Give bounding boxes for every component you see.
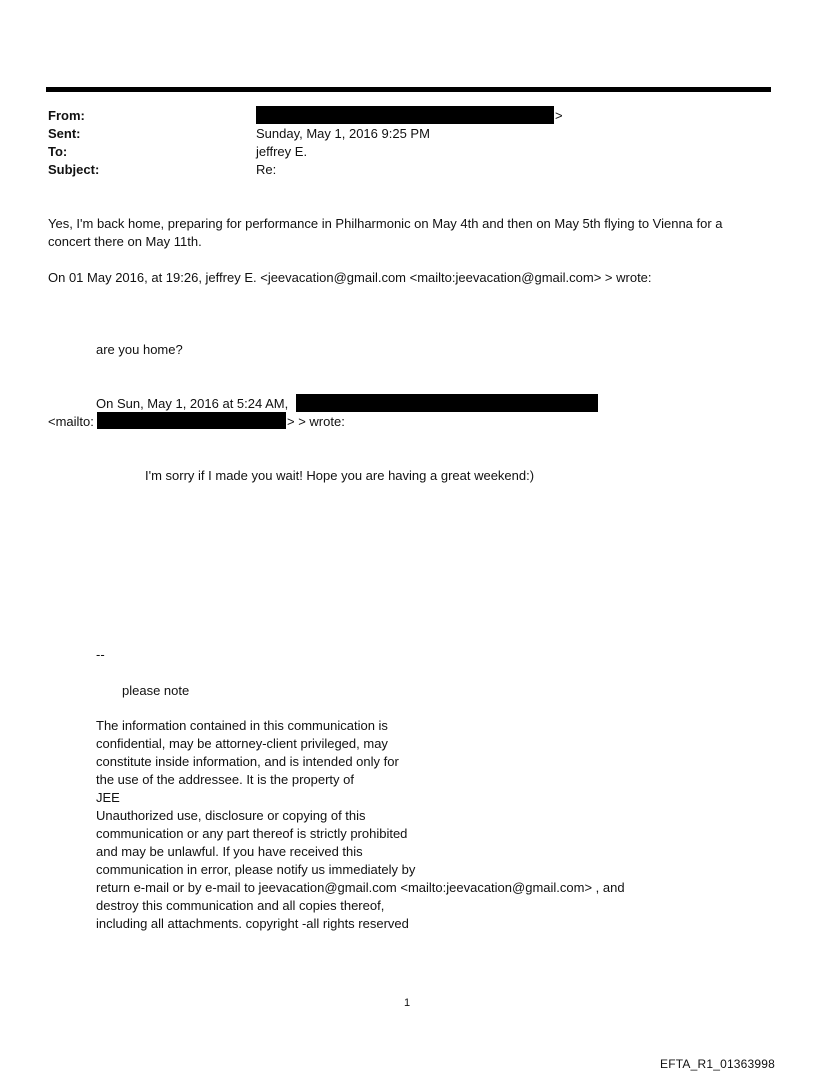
page-number: 1 xyxy=(404,997,411,1009)
quote2-attribution: On Sun, May 1, 2016 at 5:24 AM, xyxy=(96,396,289,411)
disclaimer-line: return e-mail or by e-mail to jeevacation@gmail.com <mailto:jeevacation@gmail.com> , and xyxy=(96,880,625,895)
quote1-attribution: On 01 May 2016, at 19:26, jeffrey E. <jeevacation@gmail.com <mailto:jeevacation@gmail.com> > wrote: xyxy=(48,270,652,285)
sent-value: Sunday, May 1, 2016 9:25 PM xyxy=(256,126,430,141)
sent-label: Sent: xyxy=(48,126,81,141)
quote2-text: I'm sorry if I made you wait! Hope you are having a great weekend:) xyxy=(145,468,535,483)
subject-value: Re: xyxy=(256,162,277,177)
signature-separator: -- xyxy=(96,647,105,662)
from-label: From: xyxy=(48,108,85,123)
disclaimer-line: Unauthorized use, disclosure or copying of this xyxy=(96,808,366,823)
disclaimer-line: communication or any part thereof is strictly prohibited xyxy=(96,826,408,841)
please-note: please note xyxy=(122,683,190,698)
disclaimer-line: The information contained in this communication is xyxy=(96,718,388,733)
header-rule xyxy=(46,87,771,92)
redaction-sender-name xyxy=(296,394,598,412)
redaction-sender-email xyxy=(97,412,286,429)
document-id: EFTA_R1_01363998 xyxy=(660,1057,776,1071)
quote2-mailto-prefix: <mailto: xyxy=(48,414,94,429)
disclaimer-line: the use of the addressee. It is the property of xyxy=(96,772,354,787)
disclaimer-line: JEE xyxy=(96,790,120,805)
disclaimer xyxy=(96,717,625,933)
redaction-from xyxy=(256,106,554,124)
disclaimer-line: and may be unlawful. If you have received this xyxy=(96,844,363,859)
disclaimer-line: constitute inside information, and is intended only for xyxy=(96,754,399,769)
disclaimer-line: destroy this communication and all copies thereof, xyxy=(96,898,385,913)
reply-line-2: concert there on May 11th. xyxy=(48,234,202,249)
disclaimer-line: communication in error, please notify us immediately by xyxy=(96,862,416,877)
quote2-mailto-suffix: > > wrote: xyxy=(287,414,345,429)
to-value: jeffrey E. xyxy=(256,144,308,159)
to-label: To: xyxy=(48,144,68,159)
reply-line-1: Yes, I'm back home, preparing for performance in Philharmonic on May 4th and then on May 5th flying to Vienna for a xyxy=(48,216,723,231)
subject-label: Subject: xyxy=(48,162,100,177)
disclaimer-line: including all attachments. copyright -all rights reserved xyxy=(96,916,409,931)
quote1-text: are you home? xyxy=(96,342,183,357)
disclaimer-line: confidential, may be attorney-client privileged, may xyxy=(96,736,388,751)
from-suffix: > xyxy=(555,108,563,123)
